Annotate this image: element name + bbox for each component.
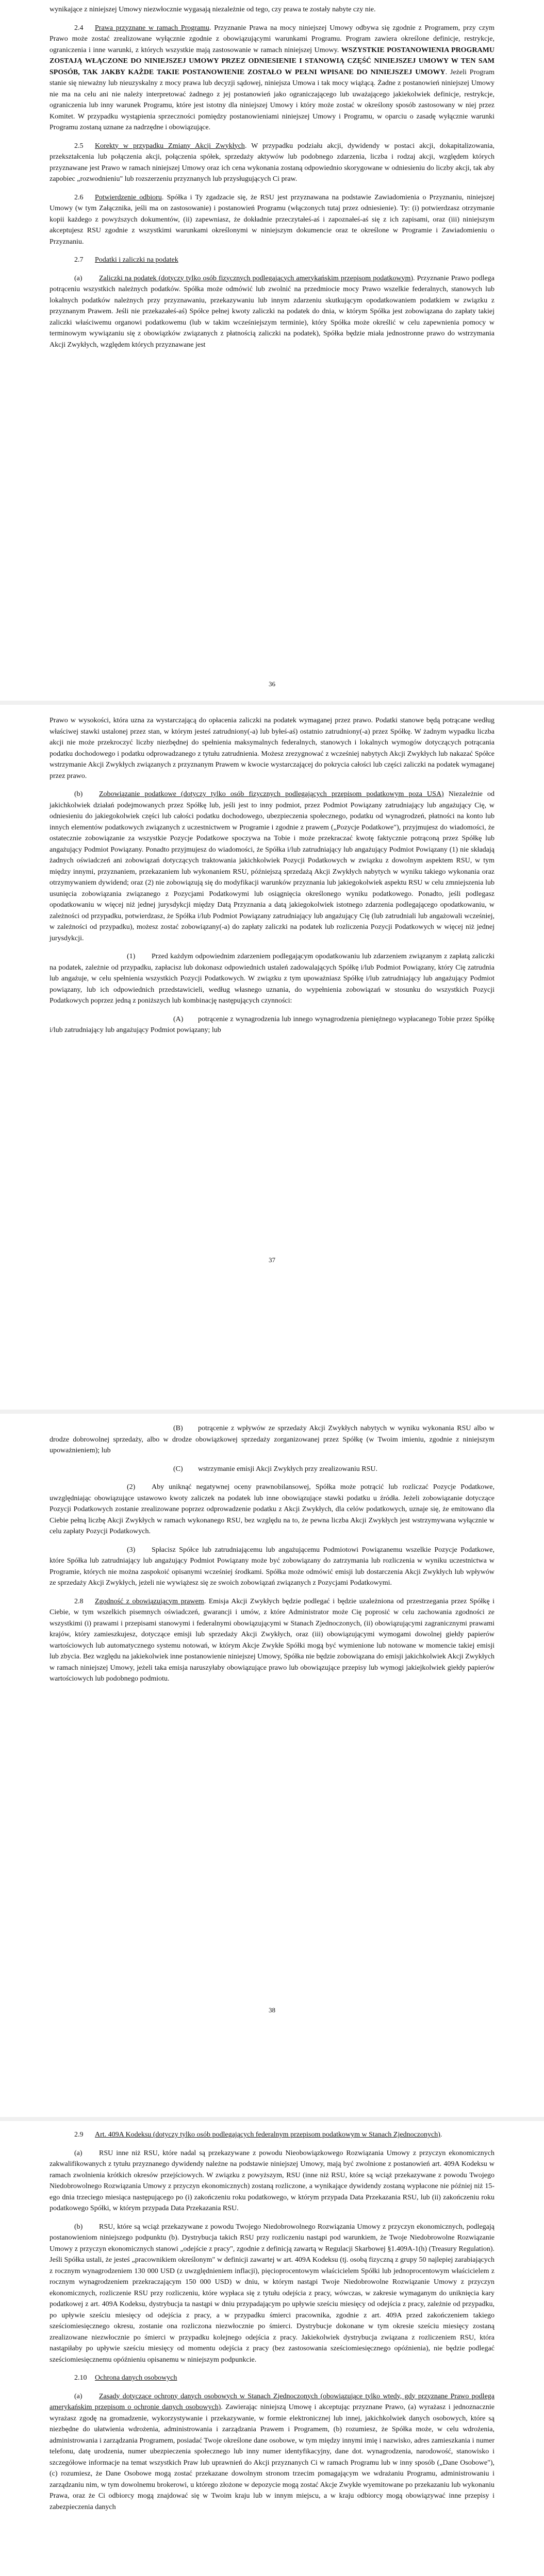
section-2-7-b-1-A — [50, 1014, 494, 1036]
section-title: Zgodność z obowiązującym prawem — [95, 1597, 204, 1605]
section-2-7 — [50, 255, 494, 266]
item-2 — [50, 1482, 494, 1537]
page-number: 36 — [269, 680, 275, 688]
section-2-7-b — [50, 789, 494, 944]
subsection-label: (b) — [74, 2223, 83, 2231]
subsection-label: (b) — [74, 790, 83, 798]
item-B — [50, 1423, 494, 1456]
continued-paragraph: Prawo w wysokości, która uzna za wystarczającą do opłacenia zaliczki na podatek wymaganej przez prawo. Podatki stanowe będą potrącane według właściwej stawki ustalonej przez stan, w którym jesteś zatrudniony(-a) lub byłeś-aś) ostatnio zatrudniony(-a) przez Spółkę. W żadnym wypadku liczba akcji nie może przekroczyć liczby niezbędnej do spełnienia maksymalnych federalnych, stanowych i lokalnych wymogów dotyczących potrącania podatku dochodowego i podatku odprowadzanego z tytułu zatrudnienia. Możesz zrezygnować z wcześniej nabytych Akcji Zwykłych lub nakazać Spółce wstrzymanie Akcji Zwykłych związanych z przyznanym Prawem w kwocie wystarczającej do pokrycia całości lub części zaliczki na podatek wymaganej przez prawo. — [50, 717, 494, 780]
section-title: Potwierdzenie odbioru — [95, 193, 162, 201]
section-number: 2.9 — [74, 2131, 84, 2139]
section-text: . Emisja Akcji Zwykłych będzie podlegać i będzie uzależniona od przestrzegania przez Spółkę i Ciebie, w tym wszelkich pisemnych oświadczeń, gwarancji i umów, z które Administrator może Cię poprosić w celu zachowania zgodności ze wszystkimi (i) prawami i przepisami stanowymi i federalnymi obowiązującymi w Stanach Zjednoczonych, (ii) obowiązującymi zagranicznymi prawami krajów, który zamieszkujesz, dotyczące emisji lub sprzedaży Akcji Zwykłych, oraz (iii) obowiązującymi wymogami dowolnej giełdy papierów wartościowych lub automatycznego systemu notowań, w którym Akcje Zwykłe Spółki mogą być wymienione lub notowane w momencie takiej emisji lub zbycia. Bez względu na jakiekolwiek inne postanowienie niniejszej Umowy, Spółka nie będzie zobowiązana do emisji jakichkolwiek Akcji Zwykłych w ramach niniejszej Umowy, jeżeli taka emisja naruszyłaby obowiązujące prawo lub obowiązujące przepisy lub wymogi jakiejkolwiek giełdy papierów wartościowych lub podobnego podmiotu. — [50, 1597, 495, 1683]
section-2-9-a — [50, 2148, 494, 2214]
section-title: Art. 409A Kodeksu (dotyczy tylko osób podlegających federalnym przepisom podatkowym w Stanach Zjednoczonych) — [95, 2131, 440, 2139]
subsection-text: . Zawierając niniejszą Umowę i akceptując przyznane Prawo, (a) wyrażasz i jednoznacznie wyrażasz zgodę na gromadzenie, wykorzystywanie i przekazywanie, w formie elektronicznej lub innej, jakichkolwiek danych osobowych, które są niezbędne do ułatwienia wdrożenia, administrowania i zarządzania Prawem i Programem, (b) rozumiesz, że Spółka może, w celu wdrożenia, administrowania i zarządzania Programem, posiadać Twoje określone dane osobowe, w tym między innymi imię i nazwisko, adres zamieszkania i numer telefonu, datę urodzenia, numer ubezpieczenia społecznego lub inny numer identyfikacyjny, dane dot. wynagrodzenia, narodowość, stanowisko i szczegółowe informacje na temat wszystkich Praw lub uprawnień do Akcji przyznanych Ci w ramach Programu lub w inny sposób („Dane Osobowe"), (c) rozumiesz, że Dane Osobowe mogą zostać przekazane dowolnym stronom trzecim pomagającym we wdrażaniu Programu, administrowaniu i zarządzaniu nim, w tym dowolnemu brokerowi, u którego złożone w depozycie mogą zostać Akcje Zwykłe wyemitowane po przekazaniu lub wykonaniu Prawa, oraz że Ci odbiorcy mogą znajdować się w Twoim kraju lub w innym miejscu, a w kraju odbiorcy mogą obowiązywać inne przepisy i zabezpieczenia danych — [50, 2403, 494, 2511]
subsection-label: (a) — [74, 2392, 83, 2400]
item-text: potrącenie z wynagrodzenia lub innego wynagrodzenia pieniężnego wypłacanego Tobie przez Spółkę i/lub zatrudniający lub angażujący Podmiot powiązany; lub — [50, 1015, 494, 1034]
item-label: (A) — [173, 1015, 184, 1023]
item-label: (2) — [127, 1483, 136, 1491]
section-number: 2.7 — [74, 256, 84, 264]
subsection-text: . Przyznanie Prawo podlega potrąceniu wszystkich należnych podatków. Spółka może odmówić lub zwolnić na przedmiocie mocy Prawo wszelkie federalnych, stanowych lub lokalnych podatków należnych przy przyznawaniu, przekazywaniu lub innym zdarzeniu skutkującym opodatkowaniem podatkiem w związku z przyznanym Prawem. Jeśli nie przekazałeś-aś) Spółce pełnej kwoty zaliczki na podatek do dnia, w którym Spółka jest zobowiązana do zapłaty takiej zaliczki właściwemu organowi podatkowemu (lub w takim wcześniejszym terminie), który Spółka może określić w celu zapewnienia pomocy w terminowym wywiązaniu się z obowiązków związanych z płatnością zaliczki na podatek), Spółka będzie miała jednostronne prawo do wstrzymania Akcji Zwykłych, względem których przyznawane jest — [50, 274, 494, 349]
item-3 — [50, 1545, 494, 1589]
document-page-38 — [0, 1414, 544, 2117]
page-number: 38 — [269, 2006, 275, 2014]
subsection-label: (a) — [74, 274, 83, 282]
section-2-10-a — [50, 2391, 494, 2513]
subsection-label: (a) — [74, 2149, 83, 2157]
item-C — [50, 1464, 494, 1475]
section-text: . Spółka i Ty zgadzacie się, że RSU jest przyznawana na podstawie Zawiadomienia o Przyznaniu, niniejszej Umowy (w tym Załącznika, jeśli ma on zastosowanie) i postanowień Programu (włączonych tutaj przez odniesienie). Ty: (i) potwierdzasz otrzymanie kopii każdego z powyższych dokumentów, (ii) zapewniasz, że dokładnie przeczytałeś-aś i zapoznałeś-aś się z ich zapisami, oraz (iii) niniejszym akceptujesz RSU zgodnie z wszystkimi warunkami określonymi w niniejszym dokumencie oraz te określone w Programie i Zawiadomieniu o Przyznaniu. — [50, 193, 494, 246]
section-number: 2.4 — [74, 24, 84, 32]
item-label: (B) — [173, 1425, 183, 1432]
item-text: Przed każdym odpowiednim zdarzeniem podlegającym opodatkowaniu lub zdarzeniem związanym z zapłatą zaliczki na podatek, zależnie od przypadku, zapłacisz lub dokonasz odpowiednich ustaleń zadowalających Spółkę i/lub Podmiot Powiązany, który Cię zatrudnia lub angażuje, w celu spełnienia wszystkich Pozycji Podatkowych. W związku z tym upoważniasz Spółkę i/lub zatrudniający lub angażujący Podmiot powiązany, lub ich odpowiednich przedstawicieli, według własnego uznania, do wypełnienia zobowiązań w stosunku do wszystkich Pozycji Podatkowych poprzez jedną z poniższych lub kombinację następujących czynności: — [50, 953, 494, 1005]
section-title: Ochrona danych osobowych — [95, 2374, 177, 2382]
item-label: (3) — [127, 1546, 136, 1554]
subsection-text: RSU, które są wciąż przekazywane z powodu Twojego Niedobrowolnego Rozwiązania Umowy z przyczyn ekonomicznych, podlegają postanowieniom niniejszego podpunktu (b). Dystrybucja takich RSU przy rozliczeniu nastąpi pod warunkiem, że Twoje Niedobrowolne Rozwiązanie Umowy z przyczyn ekonomicznych stanowi „odejście z pracy", zgodnie z definicją zawartą w Regulacji Skarbowej §1.409A-1(h) (Treasury Regulation). Jeśli Spółka ustali, że jesteś „pracownikiem określonym" w definicji zawartej w art. 409A Kodeksu (tj. osobą fizyczną z grupy 50 najlepiej zarabiających z rocznym wynagrodzeniem 130 000 USD (z uwzględnieniem inflacji), pięcioprocentowym właścicielem Spółki lub jednoprocentowym właścicielem z rocznym wynagrodzeniem przekraczającym 150 000 USD) w dniu, w którym nastąpi Twoje Niedobrowolne Rozwiązanie Umowy z przyczyn ekonomicznych, rozliczenie RSU przy rozliczeniu, które wypłaca się z tytułu odejścia z pracy, wówczas, w zakresie wymaganym do uniknięcia kary podatkowej z art. 409A Kodeksu, dystrybucja ta nastąpi w dniu przypadającym po upływie sześciu miesięcy od odejścia z pracy, zależnie od przypadku, po upływie sześciu miesięcy od odejścia z pracy, a w przypadku śmierci pracownika, zgodnie z art. 409A przed zakończeniem takiego sześciomiesięcznego okresu, zostanie ona rozliczona niezwłocznie po śmierci. Dystrybucje dokonane w tym okresie sześciu miesięcy zostaną zrealizowane niezwłocznie po śmierci w przypadku kolejnego odejścia z pracy. Jakiekolwiek dystrybucja związana z rozliczeniem RSU, która nastąpiłaby po upływie sześciu miesięcy od momentu odejścia z pracy (bez zastosowania sześciomiesięcznego opóźnienia), nie będzie podlegać sześciomiesięcznemu opóźnieniu opisanemu w niniejszym podpunkcie. — [50, 2223, 494, 2364]
page-number: 37 — [269, 1256, 275, 1264]
section-number: 2.6 — [74, 193, 84, 201]
subsection-text: RSU inne niż RSU, które nadal są przekazywane z powodu Nieobowiązkowego Rozwiązania Umowy z przyczyn ekonomicznych zakwalifikowanych z tytułu przyznanego dywidendy należne na podstawie niniejszej Umowy, mają być zwolnione z postanowień art. 409A Kodeksu w ramach zwolnienia krótkich okresów przejściowych. W związku z powyższym, RSU (inne niż RSU, które są wciąż przekazywane z powodu Twojego Niedobrowolnego Rozwiązania Umowy z przyczyn ekonomicznych) zostaną rozliczone, a wynikające dywidendy zostaną wypłacone nie później niż 15-ego dnia trzeciego miesiąca następującego po (i) zakończeniu roku podatkowego, w którym przypada Data Przekazania RSU, lub (ii) zakończeniu roku podatkowego Spółki, w którym przypada Data Przekazania RSU. — [50, 2149, 494, 2212]
intro-paragraph: wynikające z niniejszej Umowy niezwłocznie wygasają niezależnie od tego, czy prawa te zostały nabyte czy nie. — [50, 6, 376, 13]
item-text: potrącenie z wpływów ze sprzedaży Akcji Zwykłych nabytych w wyniku wykonania RSU albo w drodze dobrowolnej sprzedaży, albo w drodze obowiązkowej sprzedaży zorganizowanej przez Spółkę (w Twoim imieniu, zgodnie z niniejszym upoważnieniem); lub — [50, 1425, 494, 1454]
section-2-8 — [50, 1596, 494, 1685]
document-page-37 — [0, 705, 544, 1410]
section-text: . W przypadku podziału akcji, dywidendy w postaci akcji, dokapitalizowania, przekształcenia lub połączenia akcji, połączenia spółek, sprzedaży aktywów lub podobnego zdarzenia, liczba i rodzaj akcji, względem których przyznawane jest Prawo w ramach niniejszej Umowy oraz ich cena wykonania zostaną odpowiednio skorygowane w odniesieniu do liczby akcji, tak aby zapobiec „rozwodnieniu" lub rozszerzeniu przyznanych lub przysługujących Ci praw. — [50, 142, 494, 183]
section-title: Podatki i zaliczki na podatek — [95, 256, 178, 264]
document-page-36 — [0, 0, 544, 701]
section-caps-text: WSZYSTKIE POSTANOWIENIA PROGRAMU ZOSTAJĄ WŁĄCZONE DO NINIEJSZEJ UMOWY PRZEZ ODNIESIENIE I STANOWIĄ CZĘŚĆ NINIEJSZEJ UMOWY W TEN SAM SPOSÓB, TAK JAKBY KAŻDE TAKIE POSTANOWIENIE ZOSTAŁO W PEŁNI WPISANE DO NINIEJSZEJ UMOWY — [50, 46, 495, 76]
section-2-6 — [50, 192, 494, 248]
subsection-title: Zobowiązanie podatkowe (dotyczy tylko osób fizycznych podlegających przepisom podatkowym poza USA) — [99, 790, 444, 798]
item-text: Spłacisz Spółce lub zatrudniającemu lub angażującemu Podmiotowi Powiązanemu wszelkie Pozycje Podatkowe, które Spółka lub zatrudniający lub angażujący Podmiot Powiązany może być zobowiązany do zatrzymania lub rozliczenia w wyniku uczestnictwa w Programie, których nie można zaspokoić opisanymi wcześniej środkami. Spółka może odmówić emisji lub dostarczenia Akcji Zwykłych lub wpływów ze sprzedaży Akcji Zwykłych, jeżeli nie wywiążesz się ze swoich zobowiązań związanych z Pozycjami Podatkowymi. — [50, 1546, 494, 1587]
item-text: Aby uniknąć negatywnej oceny prawnobilansowej, Spółka może potrącić lub rozliczać Pozycje Podatkowe, uwzględniając obowiązujące ustawowo kwoty zaliczek na podatek lub inne obowiązujące stawki podatku u źródła. Jeżeli zobowiązanie dotyczące Pozycji Podatkowych zostanie zrealizowane poprzez odprowadzenie podatku z Akcji Zwykłych, dla celów podatkowych, uznaje się, że emitowano dla Ciebie pełną liczbę Akcji Zwykłych w ramach wykonanego RSU, bez względu na to, że pewna liczba Akcji Zwykłych jest wstrzymywana wyłącznie w celu zapłaty Pozycji Podatkowych. — [50, 1483, 494, 1535]
section-title: Prawa przyznane w ramach Programu — [95, 24, 210, 32]
item-label: (C) — [173, 1465, 183, 1473]
subsection-title: Zaliczki na podatek (dotyczy tylko osób fizycznych podlegających amerykańskim przepisom podatkowym) — [99, 274, 413, 282]
subsection-title: Zasady dotyczące ochrony danych osobowych w Stanach Zjednoczonych (obowiązujące tylko wtedy, gdy przyznane Prawo podlega amerykańskim przepisom o ochronie danych osobowych) — [50, 2392, 494, 2411]
section-2-9-b — [50, 2222, 494, 2366]
section-2-9 — [50, 2129, 494, 2141]
document-page-39 — [0, 2121, 544, 2576]
section-2-4 — [50, 23, 494, 133]
section-2-7-b-1 — [50, 951, 494, 1007]
section-text: . Jeżeli Program stanie się nieważny lub nieuzyskalny z mocy prawa lub decyzji sądowej, niniejsza Umowa i tak mocy wiążącą. Żadne z postanowień niniejszej Umowy nie ma na celu ani nie należy interpretować żadnego z jej postanowień jako ograniczającego lub uważającego jakiekolwiek definicje, restrykcje, ograniczenia lub inny warunek Programu, które jest istotny dla niniejszej Umowy i który może zostać w określony sposób zastosowany w niej przez Komitet. W przypadku wystąpienia sprzeczności pomiędzy postanowieniami niniejszej Umowy i Programu, w oparciu o zasadę wyłącznie warunki Programu zostaną uznane za nadrzędne i obowiązujące. — [50, 68, 494, 131]
section-2-7-a — [50, 273, 494, 351]
item-label: (1) — [127, 953, 136, 960]
item-text: wstrzymanie emisji Akcji Zwykłych przy zrealizowaniu RSU. — [198, 1465, 377, 1473]
section-2-5 — [50, 141, 494, 185]
subsection-text: Niezależnie od jakichkolwiek działań podejmowanych przez Spółkę lub, jeśli jest to inny podmiot, przez Podmiot Powiązany zatrudniający lub angażujący Cię, w odniesieniu do jakiegokolwiek części lub całości podatku dochodowego, ubezpieczenia społecznego, podatku od wynagrodzeń, płatności na konto lub innych elementów podatkowych związanych z uczestnictwem w Programie i zgodnie z prawem („Pozycje Podatkowe"), przyjmujesz do wiadomości, że ostatecznie zobowiązanie za wszystkie Pozycje Podatkowe spoczywa na Tobie i może przekraczać kwotę faktycznie potrąconą przez Spółkę lub angażujący Podmiot Powiązany. Ponadto przyjmujesz do wiadomości, że Spółka i/lub zatrudniający lub angażujący Podmiot Powiązany (1) nie składają żadnych oświadczeń ani zobowiązań dotyczących traktowania jakichkolwiek Pozycji Podatkowych w związku z dowolnym aspektem RSU, w tym między innymi, przyznaniem, przekazaniem lub wykonaniem RSU, późniejszą sprzedażą Akcji Zwykłych nabytych w wyniku takiego wykonania oraz otrzymywaniem dywidend; oraz (2) nie zobowiązują się do modyfikacji warunków przyznania lub jakiegokolwiek aspektu RSU w celu zmniejszenia lub usunięcia zobowiązania związanego z Pozycjami Podatkowymi lub osiągnięcia określonego wyniku podatkowego. Ponadto, jeśli podlegasz opodatkowaniu w więcej niż jednej jurysdykcji między Datą Przyznania a datą jakiegokolwiek istotnego zdarzenia podlegającego opodatkowaniu, w zależności od przypadku, potwierdzasz, że Spółka i/lub Podmiot Powiązany zatrudniający lub angażujący Cię (lub zatrudniali lub angażowali wcześniej, w zależności od przypadku), możesz zostać zobowiązany(-a) do zapłaty zaliczki na podatek lub rozliczenia Pozycji Podatkowych w więcej niż jednej jurysdykcji. — [50, 790, 494, 942]
section-number: 2.5 — [74, 142, 84, 150]
section-text: . Przyznanie Prawa na mocy niniejszej Umowy odbywa się zgodnie z Programem, przy czym Prawo może zostać zrealizowane wyłącznie zgodnie z obowiązującymi warunkami Programu. Program zawiera określone definicje, restrykcje, ograniczenia i inne warunki, z których wszystkie mają zastosowanie w ramach niniejszej Umowy. — [50, 24, 494, 54]
section-number: 2.8 — [74, 1597, 84, 1605]
section-2-10 — [50, 2372, 494, 2384]
section-text: . — [440, 2131, 442, 2139]
section-title: Korekty w przypadku Zmiany Akcji Zwykłych — [95, 142, 245, 150]
section-number: 2.10 — [74, 2374, 87, 2382]
